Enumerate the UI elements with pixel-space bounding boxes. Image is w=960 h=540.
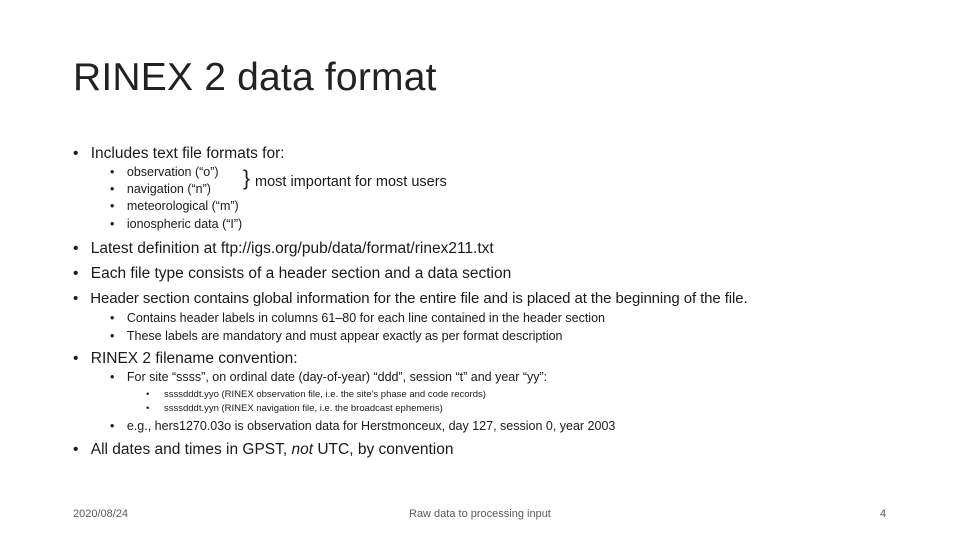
sub-sub-bullet-text: ssssdddt.yyn (RINEX navigation file, i.e. the broadcast ephemeris): [163, 403, 443, 414]
footer-center: Raw data to processing input: [409, 508, 551, 520]
bullet-6-text-pre: All dates and times in GPST,: [90, 441, 292, 458]
sub-bullet: [110, 329, 563, 343]
footer-date: 2020/08/24: [73, 508, 129, 520]
sub-bullet: [110, 199, 239, 213]
bullet-6-text-post: UTC, by convention: [313, 441, 454, 458]
sub-bullet-text: navigation (“n”): [126, 182, 211, 196]
sub-bullet: [110, 182, 211, 196]
bullet-dot: •: [110, 182, 115, 196]
bullet-6-text-emphasis: not: [291, 441, 314, 458]
bullet-6: [73, 441, 453, 459]
sub-bullet-text: Contains header labels in columns 61–80 for each line contained in the header section: [126, 311, 605, 325]
bullet-2: [73, 240, 494, 258]
bullet-5-text: RINEX 2 filename convention:: [90, 350, 298, 367]
bullet-4: [73, 290, 748, 307]
sub-bullet-text: e.g., hers1270.03o is observation data for Herstmonceux, day 127, session 0, year 2003: [126, 419, 616, 433]
sub-bullet-text: observation (“o”): [126, 165, 219, 179]
sub-bullet-text: These labels are mandatory and must appear exactly as per format description: [126, 329, 563, 343]
sub-bullet: [110, 165, 219, 179]
footer-page-number: 4: [880, 508, 887, 520]
bullet-5: [73, 350, 298, 368]
bullet-1-text: Includes text file formats for:: [90, 145, 285, 162]
sub-bullet-text: ionospheric data (“I”): [126, 217, 243, 231]
bullet-dot: •: [73, 290, 79, 307]
bullet-dot: •: [110, 217, 115, 231]
bullet-6-text: [91, 441, 454, 458]
bullet-dot: •: [146, 389, 150, 400]
bullet-dot: •: [110, 165, 115, 179]
brace-note: most important for most users: [255, 174, 447, 190]
sub-bullet-text: meteorological (“m”): [126, 199, 239, 213]
sub-bullet-text: For site “ssss”, on ordinal date (day-of-year) “ddd”, session “t” and year “yy”:: [126, 370, 548, 384]
bullet-dot: •: [73, 240, 79, 257]
sub-bullet: [110, 217, 242, 231]
bullet-dot: •: [110, 329, 115, 343]
bullet-dot: •: [110, 370, 115, 384]
bullet-dot: •: [110, 311, 115, 325]
bullet-dot: •: [110, 419, 115, 433]
sub-bullet: [110, 419, 615, 433]
sub-sub-bullet: [146, 389, 486, 400]
bullet-3: [73, 265, 511, 283]
bullet-2-text: Latest definition at ftp://igs.org/pub/data/format/rinex211.txt: [90, 240, 494, 257]
sub-sub-bullet-text: ssssdddt.yyo (RINEX observation file, i.e. the site’s phase and code records): [163, 389, 486, 400]
bullet-1: [73, 145, 285, 163]
sub-bullet: [110, 370, 547, 384]
bullet-3-text: Each file type consists of a header section and a data section: [90, 265, 512, 282]
sub-bullet: [110, 311, 605, 325]
bullet-dot: •: [73, 265, 79, 282]
bullet-dot: •: [73, 441, 79, 458]
bullet-dot: •: [73, 350, 79, 367]
bullet-dot: •: [110, 199, 115, 213]
slide-title: RINEX 2 data format: [73, 56, 437, 99]
bullet-4-text: Header section contains global information for the entire file and is placed at the beginning of the file.: [90, 290, 748, 307]
bullet-dot: •: [73, 145, 79, 162]
brace-icon: }: [243, 167, 251, 190]
bullet-dot: •: [146, 403, 150, 414]
sub-sub-bullet: [146, 403, 443, 414]
